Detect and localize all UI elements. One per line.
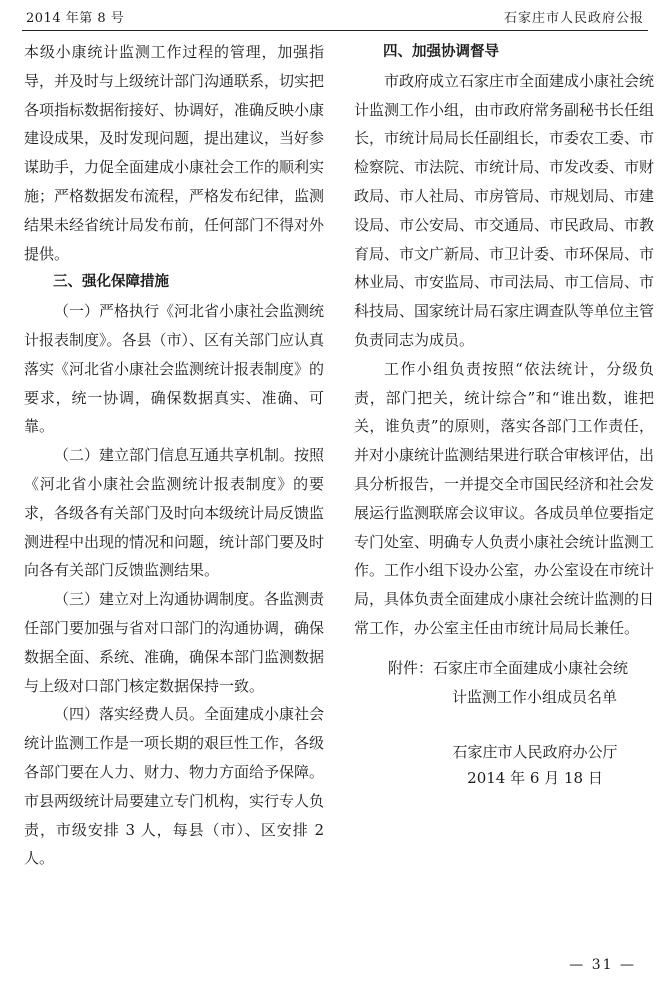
- right-column: [354, 38, 654, 643]
- signature-block: [420, 739, 650, 791]
- page-number: — 31 —: [569, 957, 636, 973]
- issue-label: 2014 年第 8 号: [26, 11, 125, 26]
- page-header: [22, 8, 648, 31]
- left-column: [24, 38, 324, 873]
- attachment-note: [388, 654, 658, 712]
- paragraph: （二）建立部门信息互通共享机制。按照《河北省小康社会监测统计报表制度》的要求，各级各有关部门及时向本级统计局反馈监测进程中出现的情况和问题，统计部门要及时向各有关部门反馈监测结果。: [24, 446, 325, 580]
- attachment-line-1: 附件：石家庄市全面建成小康社会统: [388, 659, 629, 677]
- paragraph: （四）落实经费人员。全面建成小康社会统计监测工作是一项长期的艰巨性工作，各级各部门要在人力、财力、物力方面给予保障。市县两级统计局要建立专门机构，实行专人负责，市级安排 3 人，每县（市）、区安排 2 人。: [24, 705, 325, 868]
- paragraph: 工作小组负责按照“依法统计，分级负责，部门把关，统计综合”和“谁出数，谁把关，谁负责”的原则，落实各部门工作责任，并对小康统计监测结果进行联合审核评估，出具分析报告，一并提交全市国民经济和社会发展运行监测联席会议审议。各成员单位要指定专门处室、明确专人负责小康社会统计监测工作。工作小组下设办公室，办公室设在市统计局，具体负责全面建成小康社会统计监测的日常工作，办公室主任由市统计局局长兼任。: [354, 359, 655, 637]
- section-heading: 三、强化保障措施: [53, 274, 169, 291]
- attachment-line-2: 计监测工作小组成员名单: [452, 687, 618, 706]
- section-heading: 四、加强协调督导: [383, 44, 499, 60]
- publication-title: 石家庄市人民政府公报: [503, 11, 644, 26]
- paragraph: （一）严格执行《河北省小康社会监测统计报表制度》。各县（市）、区有关部门应认真落实《河北省小康社会监测统计报表制度》的要求，统一协调，确保数据真实、准确、可靠。: [24, 302, 325, 436]
- signing-date: 2014 年 6 月 18 日: [467, 769, 603, 787]
- paragraph: 市政府成立石家庄市全面建成小康社会统计监测工作小组，由市政府常务副秘书长任组长，市统计局局长任副组长，市委农工委、市检察院、市法院、市统计局、市发改委、市财政局、市人社局、市房管局、市规划局、市建设局、市公安局、市交通局、市民政局、市教育局、市文广新局、市卫计委、市环保局、市林业局、市安监局、市司法局、市工信局、市科技局、国家统计局石家庄调查队等单位主管负责同志为成员。: [354, 71, 655, 349]
- paragraph: 本级小康统计监测工作过程的管理，加强指导，并及时与上级统计部门沟通联系，切实把各项指标数据衔接好、协调好，准确反映小康建设成果，及时发现问题，提出建议，当好参谋助手，力促全面建成小康社会工作的顺利实施；严格数据发布流程，严格发布纪律，监测结果未经省统计局发布前，任何部门不得对外提供。: [24, 43, 325, 263]
- signing-organization: 石家庄市人民政府办公厅: [452, 743, 618, 761]
- paragraph: （三）建立对上沟通协调制度。各监测责任部门要加强与省对口部门的沟通协调，确保数据全面、系统、准确，确保本部门监测数据与上级对口部门核定数据保持一致。: [24, 590, 325, 695]
